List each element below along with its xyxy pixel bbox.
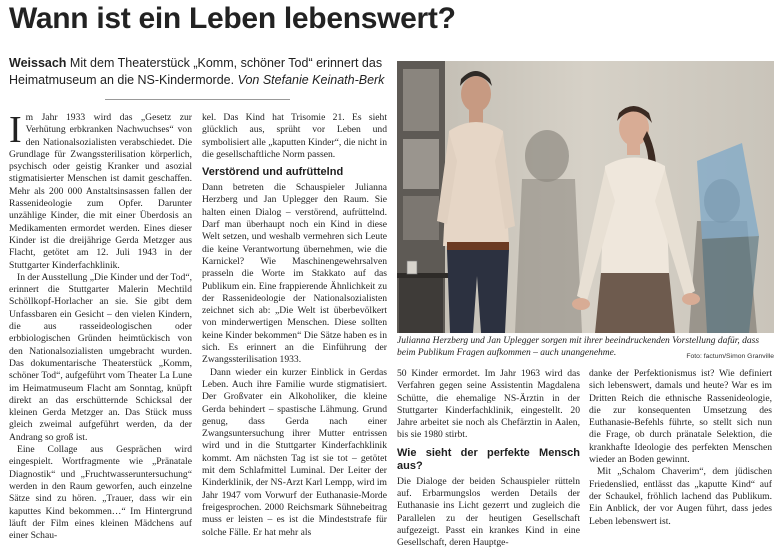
photo-credit: Foto: factum/Simon Granville (686, 352, 774, 360)
paragraph: Die Dialoge der beiden Schauspieler rütteln auf. Erbarmungslos werden Details der Euthanasie ins Licht gezerrt und zugleich die Parallelen zu der heutigen Gesellschaft aufgezeigt. Passt ein krankes Kind in eine Gesellschaft, deren Hauptge- (397, 475, 580, 549)
stage-photo-illustration (397, 61, 774, 333)
caption-text: Julianna Herzberg und Jan Uplegger sorgen mit ihrer beeindruckenden Vorstellung dafür, dass beim Publikum Fragen aufkommen – auch unangenehme. (397, 336, 760, 358)
article-column-2 (202, 112, 387, 552)
article-column-4 (589, 368, 772, 553)
paragraph: 50 Kinder ermordet. Im Jahr 1963 wird das Verfahren gegen seine Assistentin Magdalena Schütte, die ehemalige NS-Ärztin in der Stuttgarter Kinderfachklinik, eingestellt. 20 Jahre arbeitet sie noch als Chefärztin in Aalen, bis sie 1980 stirbt. (397, 368, 580, 441)
headline: Wann ist ein Leben lebenswert? (9, 2, 456, 35)
photo-caption (397, 336, 774, 362)
paragraph: In der Ausstellung „Die Kinder und der Tod“, erinnert die Stuttgarter Malerin Mechtild Schöllkopf-Horlacher an sie. Sie gibt dem Unfassbaren ein Gesicht – den vielen Kindern, die aus rasseideologischen oder erbbiologischen Gründen heimtückisch von den Nationalsozialisten umgebracht wurden. Das dokumentarische Theaterstück „Komm, schöner Tod“, aufgeführt vom Theater La Lune im Heimatmuseum Flacht am Sonntag, knüpft direkt an das erschütternde Schicksal der kleinen Gerda Metzger an. Das Stück muss gleich zweimal aufgeführt werden, da der Andrang so groß ist. (9, 271, 192, 443)
article-photo (397, 61, 774, 333)
article-column-1 (9, 112, 192, 552)
deck-divider (105, 99, 290, 100)
paragraph: Eine Collage aus Gesprächen wird eingespielt. Wortfragmente wie „Pränatale Diagnostik“ und „Fruchtwasseruntersuchung“ werden in den Raum geworfen, auch einzelne Sätze sind zu hören. „Trauer, dass wir ein kaputtes Kind bekommen…“ Im Hintergrund läuft der Film eines kleinen Mädchens auf einer Schau- (9, 444, 192, 542)
deck-text: Mit dem Theaterstück „Komm, schöner Tod“ erinnert das Heimatmuseum an die NS-Kindermorde. (9, 56, 383, 87)
paragraph: Dann wieder ein kurzer Einblick in Gerdas Leben. Auch ihre Familie wurde stigmatisiert. Der Großvater ein Alkoholiker, die kleine Gerda behindert – spastische Lähmung. Grund genug, dass Gerda nach einer Zwangsuntersuchung ihrer Mutter entrissen wird und in die Stuttgarter Kinderfachklinik kommt. Am nächsten Tag ist sie tot – getötet mit dem Schlafmittel Luminal. Der Leiter der Kinderklinik, der NS-Arzt Karl Lempp, wird im Jahr 1947 vom Vorwurf der Euthanasie-Morde freigesprochen. 2000 Reichsmark Sühnebeitrag muss er leisten – es ist die Mindeststrafe für solche Fälle. Er hat mehr als (202, 366, 387, 538)
paragraph: kel. Das Kind hat Trisomie 21. Es sieht glücklich aus, sprüht vor Leben und symbolisiert alle „kaputten Kinder“, die nicht in die gesellschaftliche Norm passen. (202, 112, 387, 160)
paragraph: danke der Perfektionismus ist? Wie definiert sich lebenswert, damals und heute? War es im Dritten Reich die ethnische Rassenideologie, die zur konsequenten Umsetzung des Euthanasie-Befehls führte, so stellt sich nun die Frage, ob durch pränatale Selektion, die krankhafte Ideologie des perfekten Menschen wieder an Boden gewinnt. (589, 368, 772, 466)
dateline-place: Weissach (9, 56, 67, 70)
article-column-3 (397, 368, 580, 553)
drop-cap: I (9, 112, 22, 151)
paragraph: Dann betreten die Schauspieler Julianna Herzberg und Jan Uplegger den Raum. Sie halten einen Dialog – verstörend, aufrüttelnd. Darf man überhaupt noch ein Kind in diese Welt setzen, und weshalb vermehren sich Leute die keine Verantwortung übernehmen, wie die Karnickel? Wie Maschinengewehrsalven prasseln die Worte im Stakkato auf das Publikum ein. Eine frappierende Ähnlichkeit zu der Rassenideologie der Nationalsozialisten zeichnet sich ab: „Die Welt ist überbevölkert von minderwertigen Menschen. Diese sollten keine Kinder bekommen“ Die Sätze haben es in sich. Es erinnert an die Einführung der Zwangssterilisation 1933. (202, 182, 387, 366)
author-byline: Von Stefanie Keinath-Berk (237, 73, 385, 87)
article-deck (9, 55, 389, 89)
subheading: Wie sieht der perfekte Mensch aus? (397, 446, 580, 472)
paragraph: Mit „Schalom Chaverim“, dem jüdischen Friedenslied, entlässt das „kaputte Kind“ auf der Schaukel, fröhlich lachend das Publikum. Ein Anblick, der vor Augen führt, dass jedes Leben lebenswert ist. (589, 466, 772, 527)
paragraph: m Jahr 1933 wird das „Gesetz zur Verhütung erbkranken Nachwuchses“ von den Nationalsozialisten verabschiedet. Die Grundlage für Zwangssterilisation körperlich, psychisch oder geistig Kranker und asozial stigmatisierter Menschen ist damit geschaffen. Mehr als 200 000 Anstaltsinsassen fallen der Rassenideologie zum Opfer. Darunter unzählige Kinder, die mit einer Überdosis an Medikamenten ermordet werden. Eines dieser Kinder ist die dreijährige Gerda Metzger aus Flacht, getötet am 12. Juli 1943 in der Stuttgarter Kinderfachklinik. (9, 112, 192, 271)
subheading: Verstörend und aufrüttelnd (202, 166, 344, 179)
